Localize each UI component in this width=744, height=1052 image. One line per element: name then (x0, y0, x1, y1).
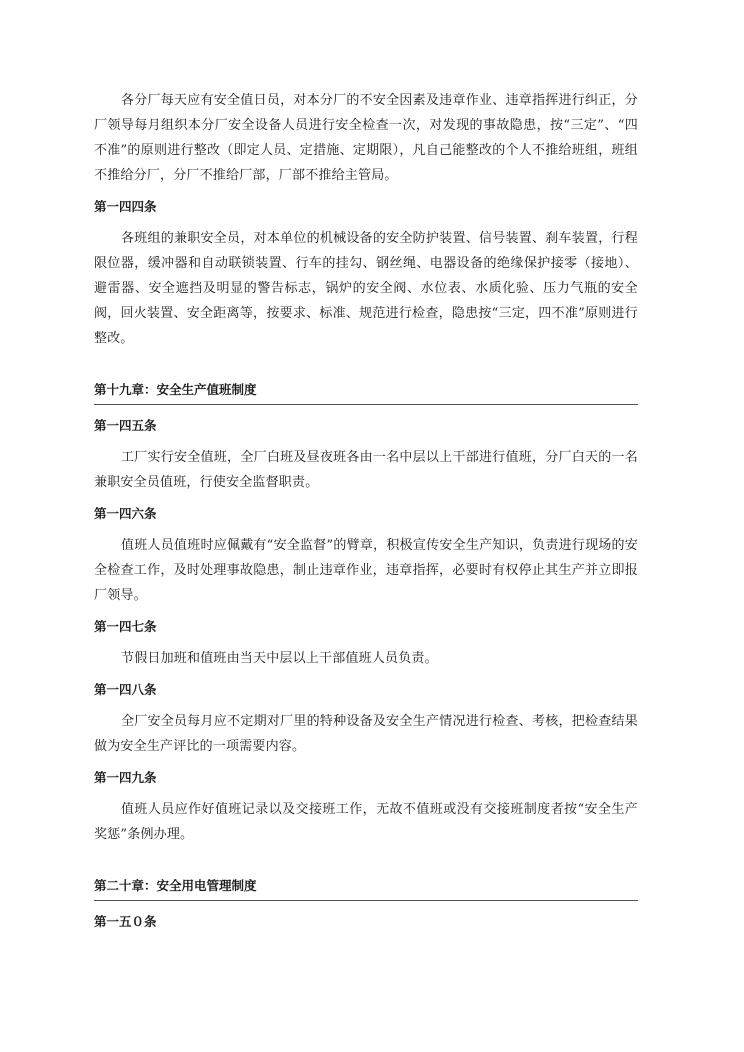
article-149-title: 第一四九条 (94, 770, 157, 785)
article-146-title: 第一四六条 (94, 506, 157, 521)
chapter-19-heading: 第十九章：安全生产值班制度 (94, 381, 638, 405)
document-page (94, 88, 638, 931)
article-146-text: 值班人员值班时应佩戴有“安全监督”的臂章，积极宣传安全生产知识，负责进行现场的安全检查工作，及时处理事故隐患，制止违章作业，违章指挥，必要时有权停止其生产并立即报厂领导。 (94, 538, 638, 603)
article-145-title: 第一四五条 (94, 418, 157, 433)
article-147-title: 第一四七条 (94, 619, 157, 634)
article-147-text: 节假日加班和值班由当天中层以上干部值班人员负责。 (121, 651, 438, 666)
article-148-title: 第一四八条 (94, 682, 157, 697)
paragraph-branch-duty: 各分厂每天应有安全值日员，对本分厂的不安全因素及违章作业、违章指挥进行纠正，分厂领导每月组织本分厂安全设备人员进行安全检查一次，对发现的事故隐患，按“三定”、“四不准”的原则进行整改（即定人员、定措施、定期限），凡自己能整改的个人不推给班组，班组不推给分厂，分厂不推给厂部，厂部不推给主管局。 (94, 93, 638, 183)
article-149-text: 值班人员应作好值班记录以及交接班工作，无故不值班或没有交接班制度者按“安全生产奖惩”条例办理。 (94, 802, 638, 842)
article-148-text: 全厂安全员每月应不定期对厂里的特种设备及安全生产情况进行检查、考核，把检查结果做为安全生产评比的一项需要内容。 (94, 714, 638, 754)
article-144-title: 第一四四条 (94, 199, 157, 214)
article-145-text: 工厂实行安全值班，全厂白班及昼夜班各由一名中层以上干部进行值班，分厂白天的一名兼职安全员值班，行使安全监督职责。 (94, 450, 638, 490)
article-150-title: 第一五０条 (94, 914, 157, 929)
article-144-text: 各班组的兼职安全员，对本单位的机械设备的安全防护装置、信号装置、刹车装置，行程限位器，缓冲器和自动联锁装置、行车的挂勾、钢丝绳、电器设备的绝缘保护接零（接地）、避雷器、安全遮挡及明显的警告标志，锅炉的安全阀、水位表、水质化验、压力气瓶的安全阀，回火装置、安全距离等，按要求、标准、规范进行检查，隐患按“三定，四不准”原则进行整改。 (94, 231, 638, 346)
chapter-20-heading: 第二十章：安全用电管理制度 (94, 877, 638, 901)
